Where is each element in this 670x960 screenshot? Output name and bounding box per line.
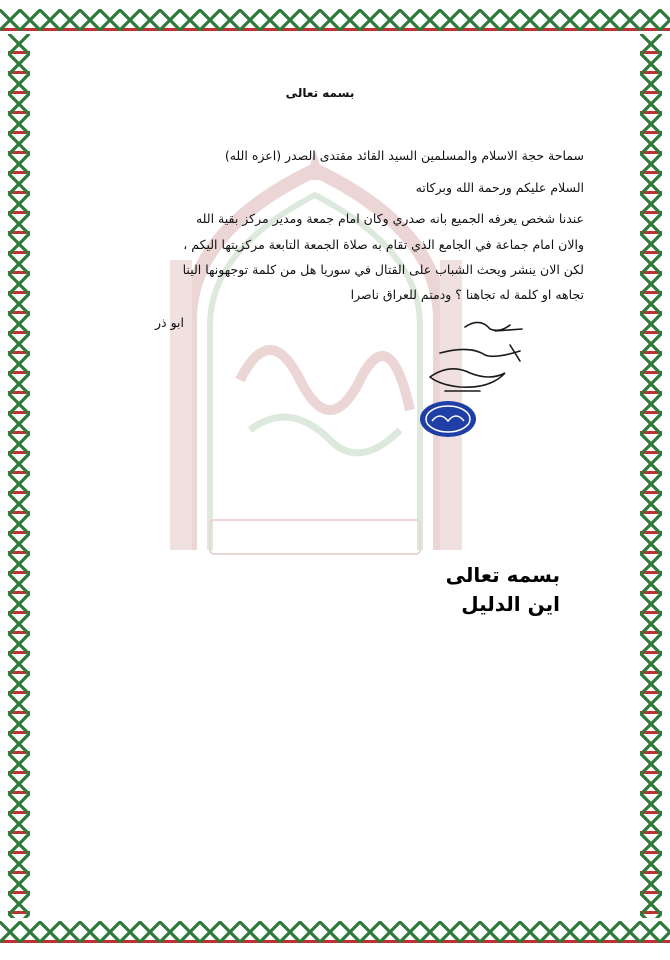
blue-seal-stamp bbox=[418, 399, 478, 439]
decorative-border-left bbox=[8, 34, 30, 918]
letter-author: ابو ذر bbox=[155, 315, 184, 330]
letter-body-line: عندنا شخص يعرفه الجميع بانه صدري وكان امام جمعة ومدير مركز بقية الله bbox=[195, 211, 584, 226]
letter-body-line: لكن الان ينشر ويحث الشباب على القتال في سوريا هل من كلمة توجهونها الينا bbox=[182, 262, 584, 277]
letter-heading: بسمه تعالى bbox=[285, 86, 355, 100]
letter-greeting: السلام عليكم ورحمة الله وبركاته bbox=[415, 180, 584, 195]
letter-body-line: والان امام جماعة في الجامع الذي تقام به صلاة الجمعة التابعة مركزيتها اليكم ، bbox=[183, 237, 584, 252]
decorative-border-top bbox=[0, 6, 670, 34]
letter-body-line: تجاهه او كلمة له تجاهنا ؟ ودمتم للعراق ناصرا bbox=[350, 287, 584, 302]
decorative-border-bottom bbox=[0, 918, 670, 946]
decorative-border-right bbox=[640, 34, 662, 918]
reply-title: بسمه تعالى bbox=[445, 563, 560, 587]
reply-text: اين الدليل bbox=[461, 592, 560, 616]
letter-recipient: سماحة حجة الاسلام والمسلمين السيد القائد مقتدى الصدر (اعزه الله) bbox=[224, 148, 584, 163]
